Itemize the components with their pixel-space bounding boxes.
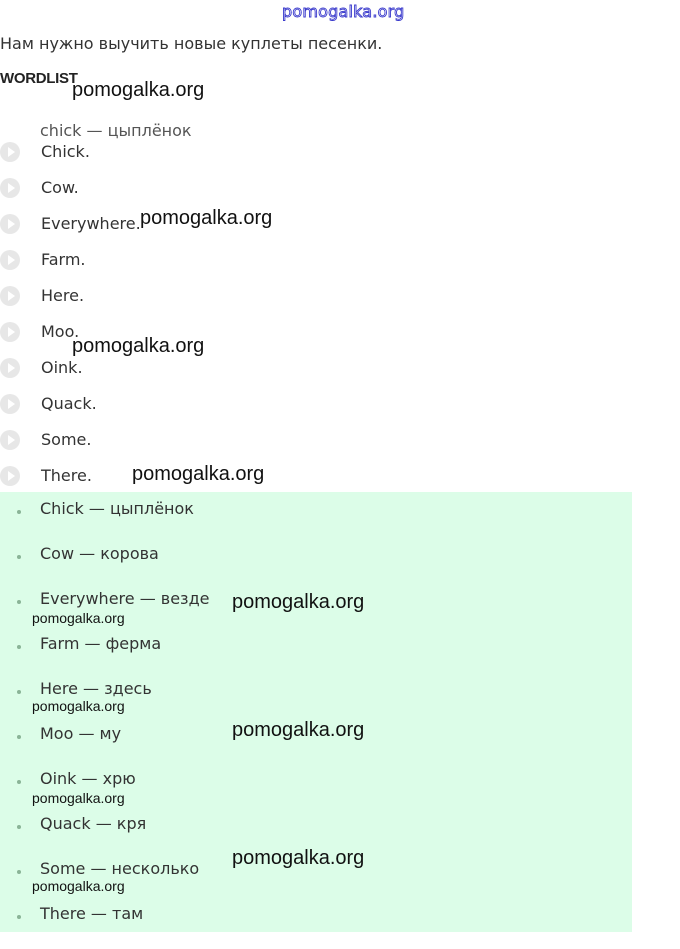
vocab-text: Chick — цыплёнок — [40, 499, 194, 518]
bullet-icon — [17, 600, 21, 604]
bullet-icon — [17, 555, 21, 559]
bullet-icon — [17, 645, 21, 649]
vocab-text: Quack — кря — [40, 814, 147, 833]
play-icon[interactable] — [0, 142, 20, 162]
audio-word: Quack. — [41, 394, 97, 413]
audio-word: Cow. — [41, 178, 79, 197]
play-icon[interactable] — [0, 250, 20, 270]
vocab-text: Moo — му — [40, 724, 122, 743]
play-icon[interactable] — [0, 394, 20, 414]
vocab-text: Some — несколько — [40, 859, 200, 878]
play-icon[interactable] — [0, 466, 20, 486]
wordlist-heading: WORDLIST — [0, 70, 78, 87]
audio-word: Some. — [41, 430, 92, 449]
vocab-text: Oink — хрю — [40, 769, 136, 788]
play-icon[interactable] — [0, 178, 20, 198]
bullet-icon — [17, 735, 21, 739]
vocab-text: Here — здесь — [40, 679, 152, 698]
watermark: pomogalka.org — [72, 79, 205, 101]
bullet-icon — [17, 825, 21, 829]
vocab-text: Farm — ферма — [40, 634, 162, 653]
play-icon[interactable] — [0, 322, 20, 342]
audio-word: Chick. — [41, 142, 90, 161]
watermark-small: pomogalka.org — [32, 790, 125, 806]
bullet-icon — [17, 915, 21, 919]
audio-word: Oink. — [41, 358, 83, 377]
watermark: pomogalka.org — [232, 847, 365, 869]
watermark: pomogalka.org — [232, 591, 365, 613]
play-icon[interactable] — [0, 286, 20, 306]
audio-word: Everywhere. — [41, 214, 141, 233]
play-icon[interactable] — [0, 214, 20, 234]
cut-off-line: chick — цыплёнок — [40, 121, 192, 140]
watermark-small: pomogalka.org — [32, 878, 125, 894]
audio-word: Moo. — [41, 322, 80, 341]
play-icon[interactable] — [0, 430, 20, 450]
watermark: pomogalka.org — [140, 207, 273, 229]
watermark-small: pomogalka.org — [32, 698, 125, 714]
bullet-icon — [17, 510, 21, 514]
audio-word: Farm. — [41, 250, 86, 269]
bullet-icon — [17, 870, 21, 874]
watermark-small: pomogalka.org — [32, 610, 125, 626]
vocab-text: There — там — [40, 904, 144, 923]
bullet-icon — [17, 690, 21, 694]
vocab-text: Everywhere — везде — [40, 589, 210, 608]
audio-word: Here. — [41, 286, 85, 305]
intro-text: Нам нужно выучить новые куплеты песенки. — [0, 34, 383, 53]
site-watermark: pomogalka.org — [282, 2, 405, 21]
play-icon[interactable] — [0, 358, 20, 378]
vocab-text: Cow — корова — [40, 544, 159, 563]
watermark: pomogalka.org — [132, 463, 265, 485]
bullet-icon — [17, 780, 21, 784]
watermark: pomogalka.org — [232, 719, 365, 741]
audio-word: There. — [41, 466, 92, 485]
watermark: pomogalka.org — [72, 335, 205, 357]
